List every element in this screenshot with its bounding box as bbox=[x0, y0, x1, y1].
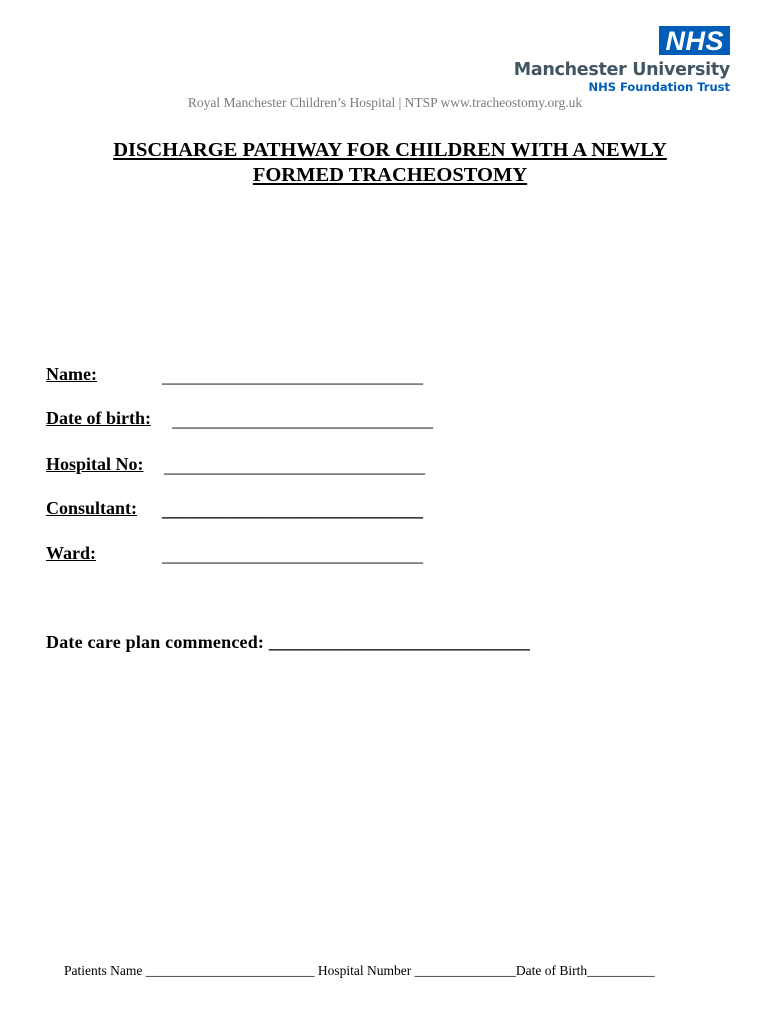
name-label: Name: bbox=[46, 364, 97, 384]
care-plan-commenced-label: Date care plan commenced: bbox=[46, 632, 265, 652]
field-hospital-no bbox=[46, 454, 144, 475]
footer-patients-name-field[interactable]: _________________________ bbox=[145, 963, 315, 978]
footer-hospital-number-field[interactable]: _______________ bbox=[414, 963, 516, 978]
name-field[interactable]: _______________________________ bbox=[162, 366, 423, 386]
dob-label: Date of birth: bbox=[46, 408, 151, 428]
dob-field[interactable]: _______________________________ bbox=[172, 410, 433, 430]
ward-label: Ward: bbox=[46, 543, 97, 563]
nhs-logo bbox=[514, 26, 730, 94]
page-footer bbox=[64, 963, 655, 979]
hospital-no-label: Hospital No: bbox=[46, 454, 144, 474]
footer-hospital-number-label: Hospital Number bbox=[317, 963, 412, 978]
field-name bbox=[46, 364, 97, 385]
consultant-field[interactable]: _______________________________ bbox=[162, 500, 423, 520]
footer-date-of-birth-label: Date of Birth bbox=[515, 963, 588, 978]
care-plan-commenced-row bbox=[46, 632, 529, 653]
org-trust: NHS Foundation Trust bbox=[588, 80, 730, 94]
field-ward bbox=[46, 543, 96, 564]
field-dob bbox=[46, 408, 151, 429]
consultant-label: Consultant: bbox=[46, 498, 138, 518]
header-line: Royal Manchester Children’s Hospital | NTSP www.tracheostomy.org.uk bbox=[187, 95, 583, 110]
ward-field[interactable]: _______________________________ bbox=[162, 545, 423, 565]
footer-patients-name-label: Patients Name bbox=[64, 963, 143, 978]
footer-date-of-birth-field[interactable]: __________ bbox=[587, 963, 655, 978]
title-line-2: FORMED TRACHEOSTOMY bbox=[252, 164, 528, 186]
care-plan-commenced-field[interactable]: _______________________________ bbox=[268, 632, 530, 652]
title-line-1: DISCHARGE PATHWAY FOR CHILDREN WITH A NEWLY bbox=[113, 139, 667, 161]
org-name: Manchester University bbox=[513, 60, 730, 80]
hospital-no-field[interactable]: _______________________________ bbox=[164, 456, 425, 476]
nhs-badge: NHS bbox=[659, 26, 730, 55]
document-title bbox=[40, 138, 740, 188]
field-consultant bbox=[46, 498, 137, 519]
